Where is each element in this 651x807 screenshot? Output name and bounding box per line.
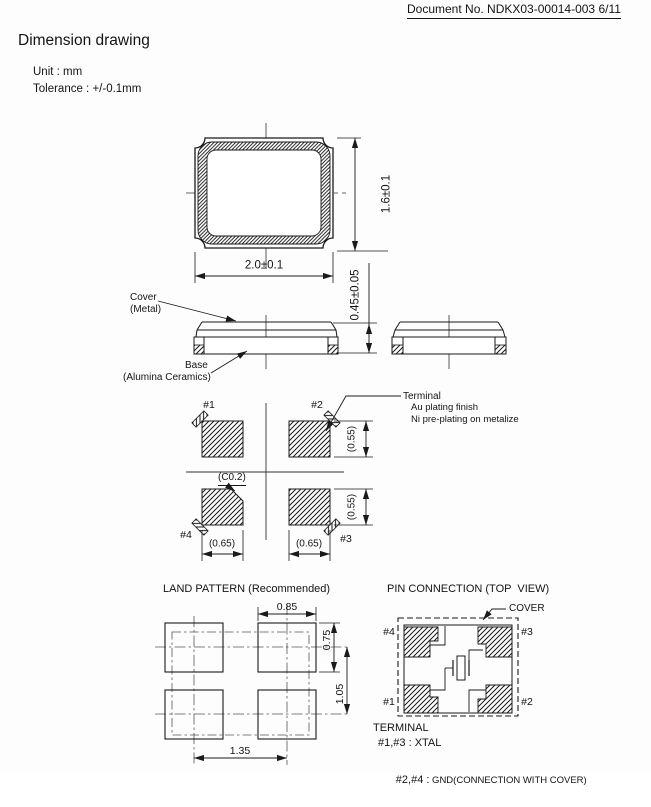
- bottom-view-pin4-label: #4: [180, 528, 192, 541]
- cover-label: Cover: [130, 292, 157, 303]
- terminal-note-au: Au plating finish: [411, 402, 479, 413]
- cover-material-label: (Metal): [130, 304, 162, 315]
- pin-connection-pin1-label: #1: [383, 695, 395, 708]
- pin-connection-drawing: [398, 609, 518, 716]
- pin-connection-title: PIN CONNECTION (TOP VIEW): [387, 583, 550, 595]
- bottom-view-pin3-label: #3: [340, 532, 352, 545]
- cover-callout-label: COVER: [509, 603, 545, 614]
- land-row-pitch-dim: 1.05: [333, 683, 346, 705]
- bottom-view-pin2-label: #2: [311, 398, 323, 411]
- side-view-thickness-dim: 0.45±0.05: [349, 269, 362, 321]
- top-view-width-dim: 2.0±0.1: [244, 259, 284, 272]
- pad-height-dim-bottom: (0.55): [346, 493, 358, 521]
- terminal-gnd-label: #2,#4 :: [395, 774, 430, 787]
- land-pattern-title: LAND PATTERN (Recommended): [163, 583, 331, 595]
- base-label: Base: [185, 360, 208, 371]
- pad-width-dim-right: (0.65): [295, 538, 323, 550]
- pin-connection-pin2-label: #2: [521, 695, 533, 708]
- terminal-xtal-line: #1,#3 : XTAL: [378, 737, 442, 749]
- terminal-gnd-line: [378, 752, 587, 807]
- land-col-pitch-dim: 1.35: [229, 744, 251, 757]
- tolerance-note: Tolerance : +/-0.1mm: [33, 83, 142, 95]
- terminal-label: Terminal: [403, 391, 441, 402]
- side-view-end-drawing: [392, 315, 506, 369]
- land-pad-width-dim: 0.85: [276, 600, 298, 613]
- pin-connection-pin3-label: #3: [521, 625, 533, 638]
- pad-width-dim-left: (0.65): [208, 538, 236, 550]
- pad-height-dim-top: (0.55): [346, 425, 358, 453]
- top-view-height-dim: 1.6±0.1: [380, 174, 393, 214]
- terminal-section-title: TERMINAL: [373, 722, 429, 734]
- bottom-view-pin1-label: #1: [203, 398, 215, 411]
- land-pad-height-dim: 0.75: [320, 629, 333, 651]
- base-material-label: (Alumina Ceramics): [123, 372, 211, 383]
- unit-note: Unit : mm: [33, 66, 83, 78]
- terminal-note-ni: Ni pre-plating on metalize: [411, 414, 519, 425]
- pin-connection-pin4-label: #4: [383, 625, 395, 638]
- page-title: Dimension drawing: [18, 32, 150, 49]
- terminal-gnd-value: GND(CONNECTION WITH COVER): [429, 775, 587, 787]
- chamfer-dim-label: (C0.2): [218, 472, 246, 486]
- land-pattern-drawing: [155, 604, 348, 765]
- document-number: Document No. NDKX03-00014-003 6/11: [407, 3, 621, 19]
